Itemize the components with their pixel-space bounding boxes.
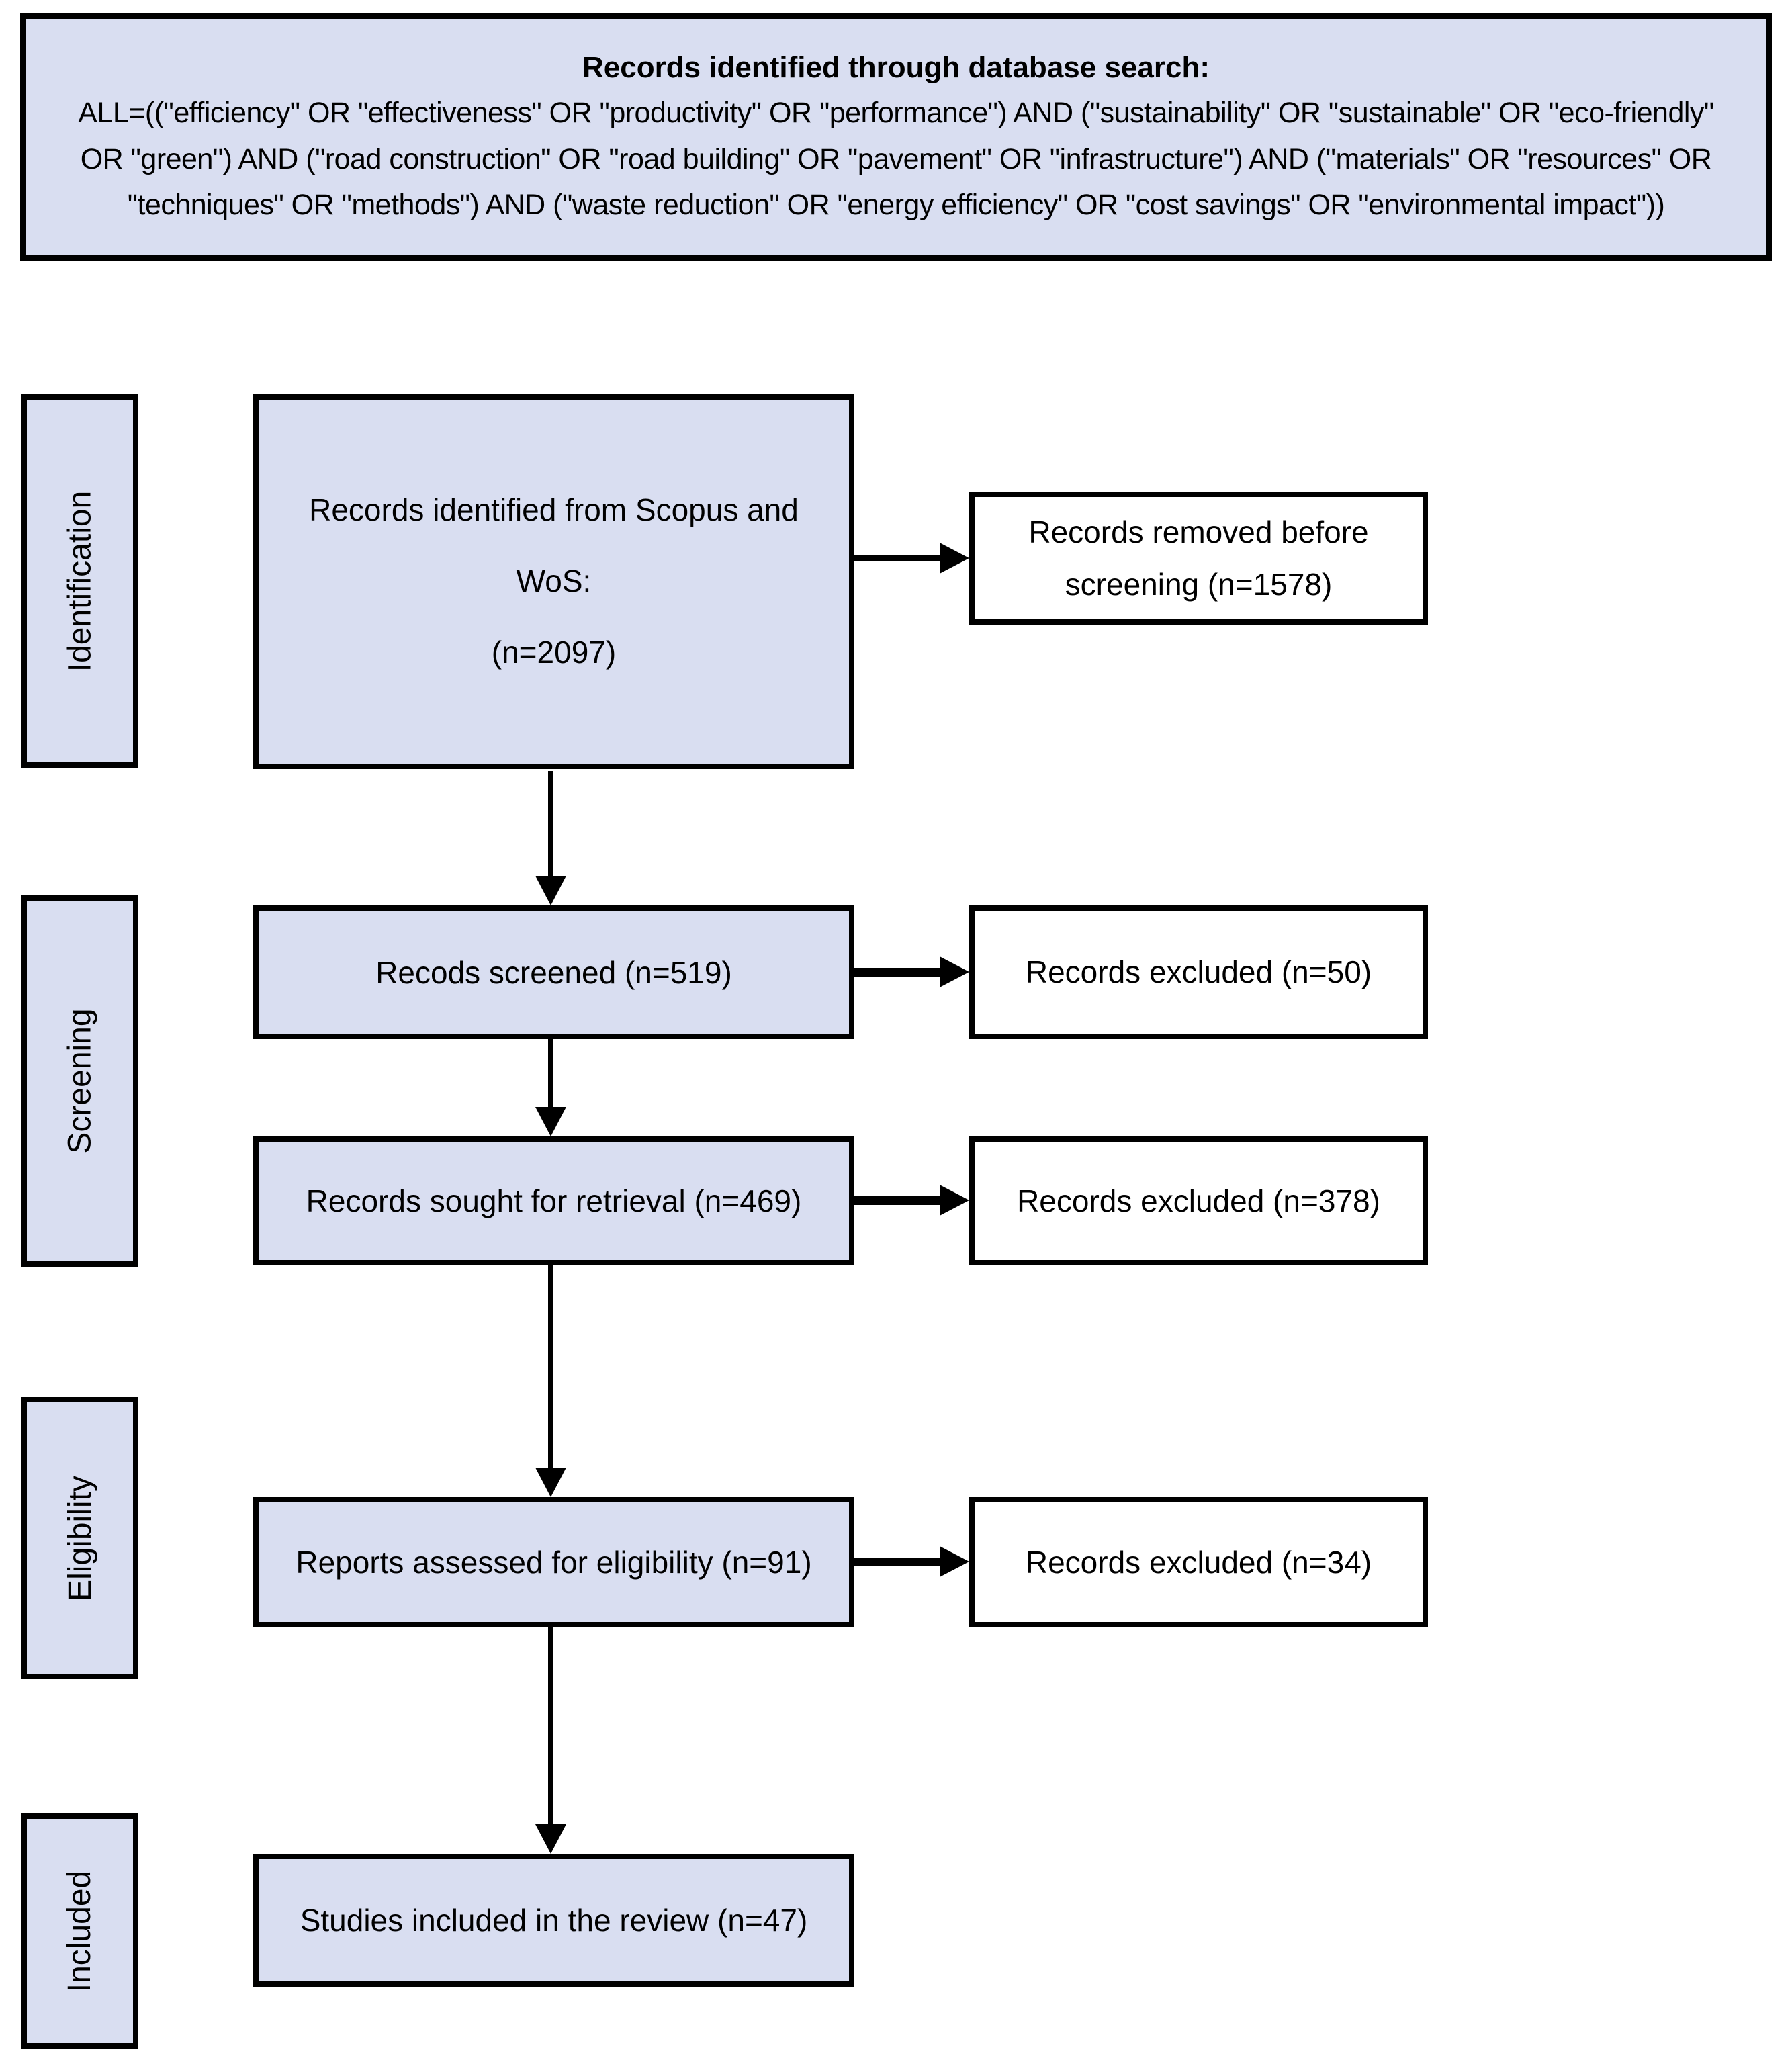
excluded-box-at-eligibility: [969, 1497, 1428, 1627]
stage-label-identification: [21, 394, 138, 768]
arrow-identified-to-screened-head: [535, 876, 566, 905]
database-search-query-box: [20, 13, 1772, 261]
stage-label-eligibility-text: Eligibility: [62, 1475, 98, 1601]
query-string: ALL=(("efficiency" OR "effectiveness" OR "productivity" OR "performance") AND ("sustainability" OR "sustainable" OR "eco-friendly" OR "green") AND ("road construction" OR "road building" OR "pavement" OR "infrastructure") AND ("materials" OR "resources" OR "techniques" OR "methods") AND ("waste reduction" OR "energy efficiency" OR "cost savings" OR "environmental impact")): [78, 96, 1714, 222]
arrow-retrieval-to-excluded-head: [940, 1185, 969, 1216]
arrow-screened-to-retrieval-head: [535, 1107, 566, 1136]
arrow-identified-to-removed-shaft: [854, 555, 942, 561]
arrow-retrieval-to-assessed-head: [535, 1468, 566, 1497]
flow-box-records-screened: [253, 905, 854, 1039]
flow-box-records-identified: [253, 394, 854, 769]
arrow-identified-to-removed-head: [940, 543, 969, 574]
stage-label-screening-text: Screening: [62, 1008, 98, 1154]
arrow-assessed-to-included-head: [535, 1824, 566, 1854]
arrow-assessed-to-included-shaft: [548, 1627, 553, 1826]
arrow-assessed-to-excluded-head: [940, 1546, 969, 1577]
stage-label-included-text: Included: [62, 1870, 98, 1992]
stage-label-screening: [21, 895, 138, 1267]
excluded-at-eligibility-text: Records excluded (n=34): [1025, 1544, 1372, 1580]
arrow-retrieval-to-excluded-shaft: [854, 1196, 942, 1205]
arrow-identified-to-screened-shaft: [548, 771, 553, 877]
records-identified-text: Records identified from Scopus and WoS:: [309, 492, 799, 599]
removed-before-screening-text: Records removed before screening (n=1578): [1028, 514, 1369, 602]
excluded-at-retrieval-text: Records excluded (n=378): [1017, 1183, 1380, 1218]
arrow-assessed-to-excluded-shaft: [854, 1558, 942, 1566]
excluded-box-at-retrieval: [969, 1136, 1428, 1265]
query-heading: Records identified through database search:: [582, 50, 1210, 84]
excluded-at-screening-text: Records excluded (n=50): [1025, 954, 1372, 990]
studies-included-text: Studies included in the review (n=47): [300, 1903, 808, 1938]
excluded-box-at-screening: [969, 905, 1428, 1039]
flow-box-studies-included: [253, 1854, 854, 1987]
arrow-retrieval-to-assessed-shaft: [548, 1265, 553, 1469]
stage-label-included: [21, 1813, 138, 2049]
records-screened-text: Recods screened (n=519): [375, 954, 732, 990]
stage-label-identification-text: Identification: [62, 490, 98, 672]
arrow-screened-to-excluded-shaft: [854, 968, 942, 977]
flow-box-records-sought-retrieval: [253, 1136, 854, 1265]
excluded-box-removed-before-screening: [969, 492, 1428, 625]
reports-assessed-text: Reports assessed for eligibility (n=91): [296, 1545, 812, 1580]
flow-box-reports-assessed: [253, 1497, 854, 1627]
arrow-screened-to-retrieval-shaft: [548, 1039, 553, 1108]
arrow-screened-to-excluded-head: [940, 956, 969, 987]
records-retrieval-text: Records sought for retrieval (n=469): [306, 1183, 802, 1218]
stage-label-eligibility: [21, 1397, 138, 1679]
records-identified-count: (n=2097): [491, 634, 617, 670]
